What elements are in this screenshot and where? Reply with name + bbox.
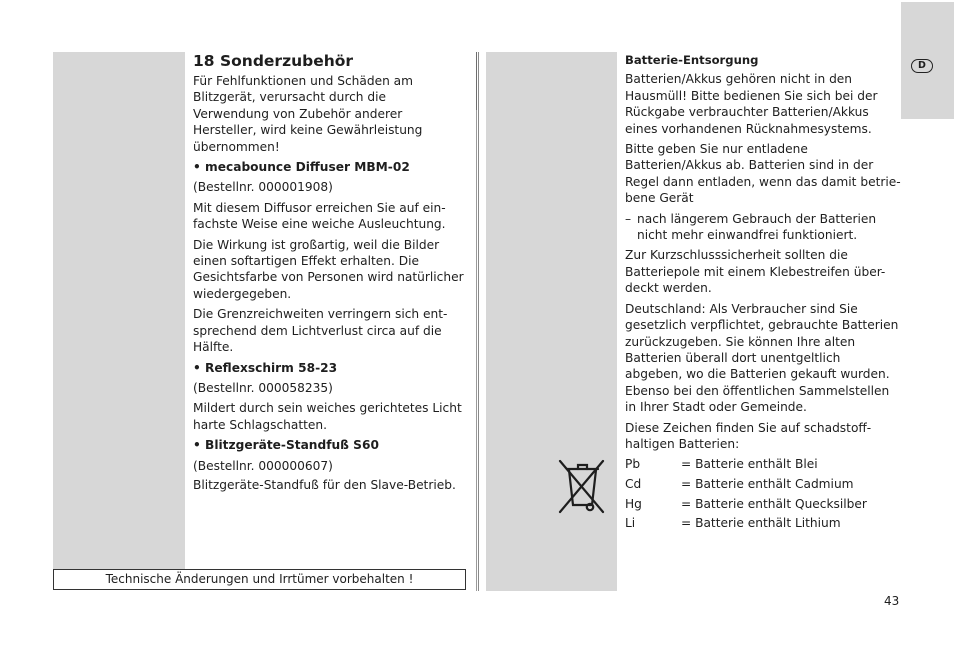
paragraph: Blitzgeräte-Standfuß für den Slave-Betrieb. (193, 477, 456, 492)
symbol-row (625, 496, 901, 512)
page-number: 43 (884, 594, 900, 608)
dash-symbol: – (625, 211, 632, 226)
dash-text: nach längerem Gebrauch der Batterien nicht mehr einwandfrei funktioniert. (637, 211, 877, 243)
symbol-row (625, 476, 901, 492)
accessories-section (193, 52, 465, 497)
item-heading-stand: • Blitzgeräte-Standfuß S60 (193, 438, 379, 453)
dash-list-item (625, 211, 901, 244)
crossed-out-wheelie-bin-icon (557, 457, 607, 515)
symbol-code: Li (625, 516, 636, 531)
column-rule-right (478, 52, 479, 591)
paragraph: Die Wirkung ist großartig, weil die Bilder einen softartigen Effekt erhalten. Die Gesichtsfarbe von Personen wird natürlicher wiedergegeben. (193, 237, 464, 301)
column-rule-center (476, 110, 477, 591)
order-number: (Bestellnr. 000001908) (193, 180, 333, 195)
symbol-code: Cd (625, 476, 642, 491)
order-number: (Bestellnr. 000058235) (193, 380, 333, 395)
symbol-row (625, 515, 901, 531)
symbol-meaning: = Batterie enthält Cadmium (681, 476, 854, 491)
language-badge: D (911, 59, 933, 73)
column-rule-left (476, 52, 477, 110)
symbol-meaning: = Batterie enthält Quecksilber (681, 496, 867, 511)
paragraph: Die Grenzreichweiten verringern sich ent-sprechend dem Lichtverlust circa auf die Hälfte. (193, 307, 448, 355)
left-margin-panel (53, 52, 185, 569)
paragraph: Diese Zeichen finden Sie auf schadstoff-haltigen Batterien: (625, 420, 872, 451)
intro-paragraph: Für Fehlfunktionen und Schäden am Blitzgerät, verursacht durch die Verwendung von Zubehör anderer Hersteller, wird keine Gewährleistung übernommen! (193, 74, 423, 154)
item-heading-diffuser: • mecabounce Diffuser MBM-02 (193, 160, 410, 175)
battery-disposal-section (625, 52, 901, 535)
paragraph: Bitte geben Sie nur entladene Batterien/Akkus ab. Batterien sind in der Regel dann entladen, wenn das damit betrie-bene Gerät (625, 142, 901, 206)
paragraph: Mildert durch sein weiches gerichtetes Licht harte Schlagschatten. (193, 401, 462, 432)
section-heading: Batterie-Entsorgung (625, 53, 759, 67)
symbol-row (625, 456, 901, 472)
section-title: 18 Sonderzubehör (193, 52, 354, 70)
paragraph: Deutschland: Als Verbraucher sind Sie gesetzlich verpflichtet, gebrauchte Batterien zurückzugeben. Sie können Ihre alten Batterien überall dort unentgeltlich abgeben, wo die Batterien gekauft wurden. Ebenso bei den öffentlichen Sammelstellen in Ihrer Stadt oder Gemeinde. (625, 301, 899, 415)
paragraph: Mit diesem Diffusor erreichen Sie auf ein-fachste Weise eine weiche Ausleuchtung. (193, 200, 446, 232)
disclaimer-box: Technische Änderungen und Irrtümer vorbehalten ! (53, 569, 466, 590)
paragraph: Batterien/Akkus gehören nicht in den Hausmüll! Bitte bedienen Sie sich bei der Rückgabe verbrauchter Batterien/Akkus eines vorhandenen Rücknahmesystems. (625, 72, 878, 136)
symbol-code: Pb (625, 457, 641, 472)
symbol-meaning: = Batterie enthält Blei (681, 457, 818, 472)
item-heading-reflector: • Reflexschirm 58-23 (193, 360, 338, 375)
paragraph: Zur Kurzschlusssicherheit sollten die Batteriepole mit einem Klebestreifen über-deckt werden. (625, 248, 886, 296)
order-number: (Bestellnr. 000000607) (193, 458, 333, 473)
symbol-meaning: = Batterie enthält Lithium (681, 516, 841, 531)
symbol-code: Hg (625, 496, 642, 511)
